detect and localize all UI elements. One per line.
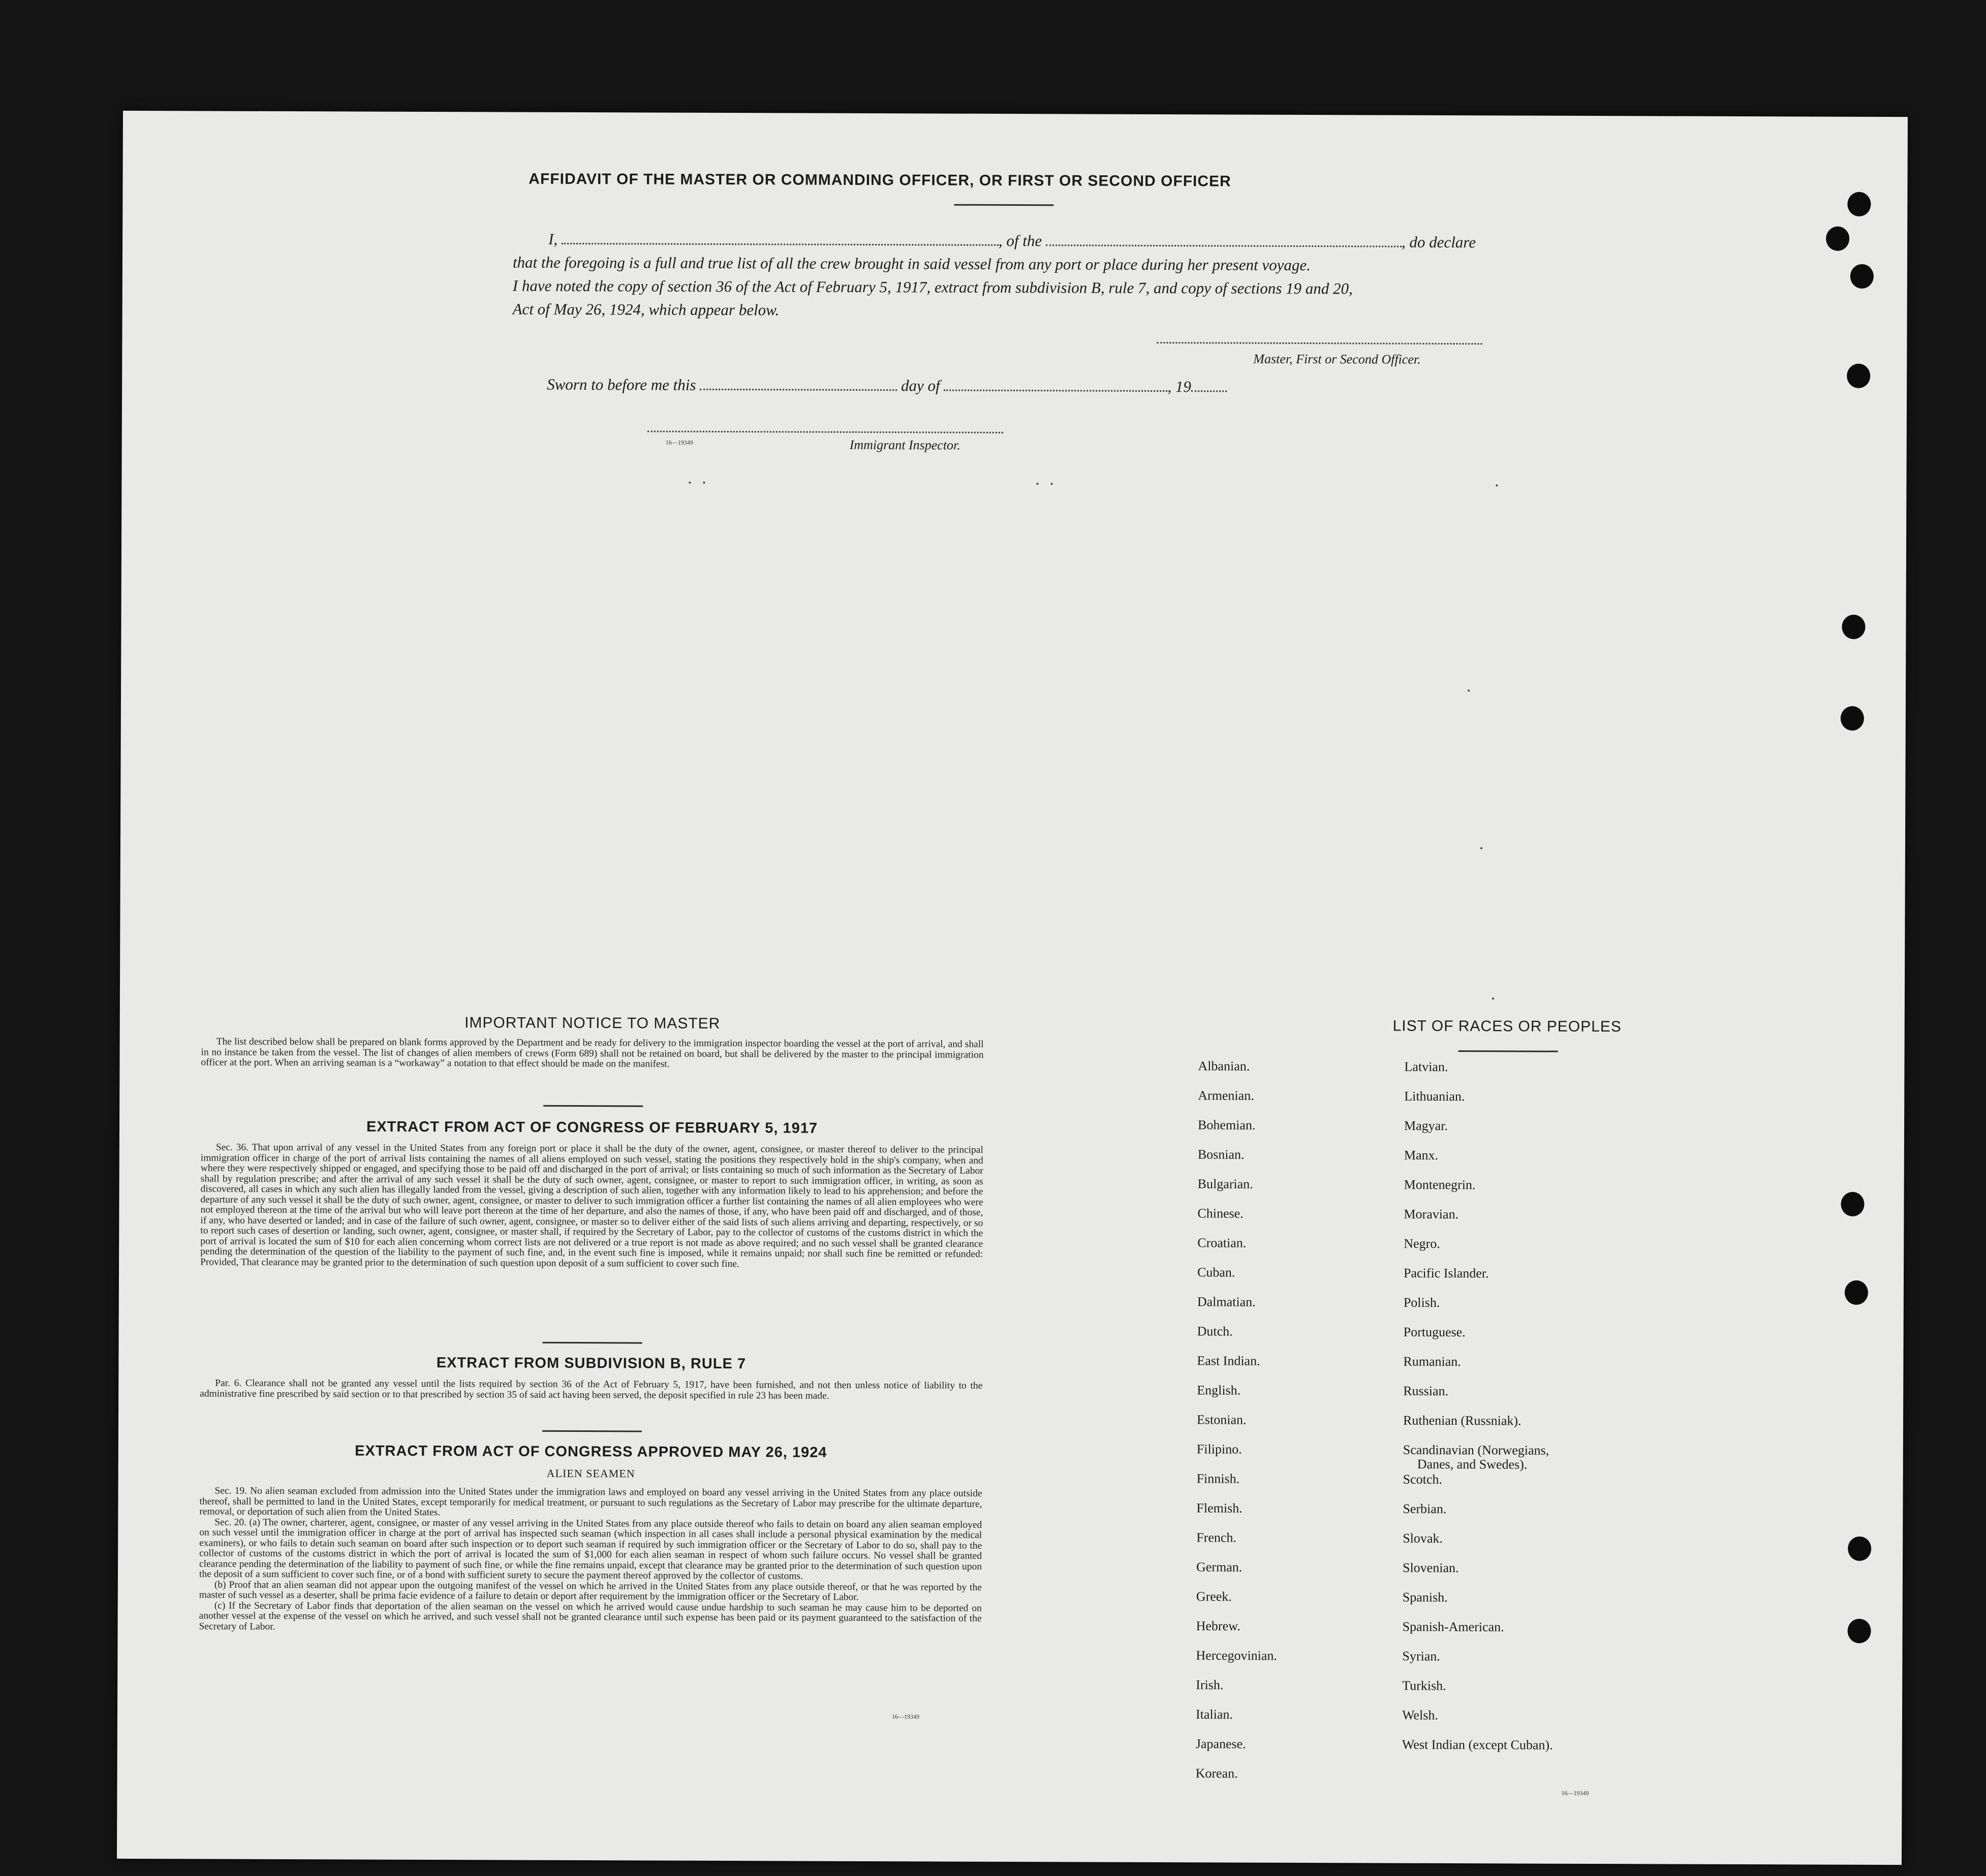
race-item: Bohemian.	[1198, 1117, 1256, 1133]
act-1924-text	[199, 1486, 982, 1634]
race-item: Scandinavian (Norwegians,	[1403, 1442, 1549, 1458]
race-item: Lithuanian.	[1404, 1088, 1465, 1104]
speck	[1050, 483, 1052, 485]
affidavit-line-3: I have noted the copy of section 36 of the Act of February 5, 1917, extract from subdivision B, rule 7, and copy of sections 19 and 20,	[512, 276, 1353, 298]
speck	[1468, 690, 1470, 692]
races-right-column	[123, 111, 1908, 117]
affidavit-line-1: I, , of the , do declare	[548, 230, 1476, 252]
race-item: Flemish.	[1196, 1500, 1243, 1516]
alien-seamen-subtitle: ALIEN SEAMEN	[546, 1466, 635, 1480]
race-item: Polish.	[1403, 1295, 1440, 1310]
race-item: Latvian.	[1404, 1059, 1448, 1074]
race-item: Ruthenian (Russniak).	[1403, 1413, 1522, 1428]
sworn-line: Sworn to before me this day of , 19	[547, 376, 1227, 396]
punch-hole	[1845, 1280, 1868, 1305]
punch-hole	[1847, 364, 1870, 388]
speck	[1492, 997, 1494, 999]
sec-20b-text: (b) Proof that an alien seaman did not appear upon the outgoing manifest of the vessel on which he arrived in the United States from any place outside thereof, or that he was reported by the master of such vessel as a deserter, shall be prima facie evidence of a failure to detain or deport after requirement by the immigration officer or the Secretary of Labor.	[199, 1579, 982, 1603]
race-item: English.	[1197, 1383, 1241, 1398]
race-item: Rumanian.	[1403, 1354, 1461, 1369]
speck	[1496, 484, 1498, 486]
race-item: Russian.	[1403, 1383, 1449, 1398]
race-item: Korean.	[1195, 1766, 1238, 1781]
act-1924-form-number: 16—19349	[891, 1713, 920, 1721]
punch-hole	[1826, 227, 1849, 251]
race-item: Spanish-American.	[1402, 1619, 1504, 1635]
race-item: French.	[1196, 1530, 1236, 1545]
race-item: Bulgarian.	[1197, 1176, 1253, 1192]
act-1917-text: Sec. 36. That upon arrival of any vessel in the United States from any foreign port or place it shall be the duty of the owner, agent, consignee, or master thereof to deliver to the principal immigration officer in charge of the port of arrival lists containing the names of all aliens employed on such vessel, stating the positions they respectively hold in the ship's company, when and where they were respectively shipped or engaged, and specifying those to be paid off and discharged in the port of arrival; or lists containing so much of such information as the Secretary of Labor shall by regulation prescribe; and after the arrival of any such vessel it shall be the duty of such owner, agent, consignee, or master to report to such immigration officer, in writing, as soon as discovered, all cases in which any such alien has illegally landed from the vessel, giving a description of such alien, together with any information likely to lead to his apprehension; and before the departure of any such vessel it shall be the duty of such owner, agent, consignee, or master to deliver to such immigration officer a further list containing the names of all alien employees who were not employed thereon at the time of the arrival but who will leave port thereon at the time of her departure, and also the names of those, if any, who have been paid off and discharged, and of those, if any, who have deserted or landed; and in case of the failure of such owner, agent, consignee, or master so to deliver either of the said lists of such aliens arriving and departing, respectively, or so to report such cases of desertion or landing, such owner, agent, consignee, or master shall, if required by the Secretary of Labor, pay to the collector of customs of the customs district in which the port of arrival is located the sum of $10 for each alien concerning whom correct lists are not delivered or a true report is not made as above required; and no such vessel shall be granted clearance pending the determination of the question of the liability to the payment of such fine, and, in the event such fine is imposed, while it remains unpaid; nor shall such fine be remitted or refunded: Provided, That clearance may be granted prior to the determination of such question upon deposit of a sum sufficient to cover such fine.	[200, 1142, 983, 1269]
rule7-title: EXTRACT FROM SUBDIVISION B, RULE 7	[436, 1355, 747, 1372]
race-item: Bosnian.	[1197, 1147, 1245, 1162]
speck	[689, 482, 691, 484]
race-item: Danes, and Swedes).	[1417, 1456, 1528, 1472]
race-item: Hebrew.	[1196, 1618, 1240, 1634]
race-item: German.	[1196, 1559, 1243, 1575]
race-item: Portuguese.	[1403, 1324, 1466, 1340]
race-item: Irish.	[1196, 1677, 1224, 1693]
affidavit-form-number: 16—19349	[665, 439, 693, 446]
speck	[703, 482, 705, 484]
vessel-blank	[1046, 232, 1402, 247]
race-item: Serbian.	[1403, 1501, 1447, 1516]
form-page	[117, 111, 1908, 1865]
races-form-number: 16—19349	[1561, 1789, 1589, 1797]
race-item: Manx.	[1404, 1147, 1439, 1163]
race-item: Cuban.	[1197, 1265, 1235, 1280]
punch-hole	[1841, 706, 1864, 731]
race-item: Turkish.	[1402, 1678, 1446, 1693]
sec-20a-text: Sec. 20. (a) The owner, charterer, agent, consignee, or master of any vessel arriving in the United States from any place outside thereof who fails to detain on board any alien seaman employed on such vessel until the immigration officer in charge at the port of arrival has inspected such seaman (which inspection in all cases shall include a personal physical examination by the medical examiners), or who fails to detain such seaman on board after such inspection or to deport such seaman if required by such immigration officer or the Secretary of Labor to do so, shall pay to the collector of customs of the customs district in which the port of arrival is located the sum of $1,000 for each alien seaman in respect of whom such failure occurs. No vessel shall be granted clearance pending the determination of the liability to payment of such fine, or while the fine remains unpaid, except that clearance may be granted prior to the determination of such question upon the deposit of a sum sufficient to cover such fine, or of a bond with sufficient surety to secure the payment thereof approved by the collector of customs.	[199, 1517, 982, 1582]
race-item: Chinese.	[1197, 1206, 1244, 1221]
race-item: Armenian.	[1198, 1088, 1254, 1103]
race-item: Finnish.	[1196, 1471, 1240, 1486]
race-item: Croatian.	[1197, 1235, 1247, 1250]
race-item: Albanian.	[1198, 1058, 1250, 1074]
act-1917-rule	[543, 1342, 642, 1344]
race-item: Italian.	[1195, 1707, 1233, 1722]
sec-20c-text: (c) If the Secretary of Labor finds that deportation of the alien seaman on the vessel on which he arrived would cause undue hardship to such seaman he may cause him to be deported on another vessel at the expense of the vessel on which he arrived, and such vessel shall not be granted clearance until such expense has been paid or its payment guaranteed to the satisfaction of the Secretary of Labor.	[199, 1600, 982, 1632]
race-item: Magyar.	[1404, 1118, 1448, 1133]
master-signature-line	[1157, 341, 1482, 345]
race-item: Hercegovinian.	[1196, 1648, 1278, 1663]
act-1917-title: EXTRACT FROM ACT OF CONGRESS OF FEBRUARY 5, 1917	[366, 1118, 818, 1137]
race-item: Scotch.	[1403, 1472, 1442, 1487]
race-item: West Indian (except Cuban).	[1402, 1737, 1553, 1753]
notice-rule	[543, 1105, 643, 1107]
punch-hole	[1841, 1192, 1864, 1216]
punch-hole	[1848, 1537, 1871, 1561]
sworn-month-blank	[944, 378, 1167, 392]
affidavit-title: AFFIDAVIT OF THE MASTER OR COMMANDING OFFICER, OR FIRST OR SECOND OFFICER	[529, 170, 1231, 190]
affidavit-title-rule	[954, 204, 1053, 206]
race-item: Filipino.	[1196, 1442, 1242, 1457]
affidavit-line-4: Act of May 26, 1924, which appear below.	[512, 300, 780, 319]
race-item: Dalmatian.	[1197, 1294, 1256, 1309]
inspector-label: Immigrant Inspector.	[849, 437, 960, 453]
race-item: Negro.	[1404, 1236, 1440, 1251]
race-item: Syrian.	[1402, 1648, 1440, 1664]
punch-hole	[1847, 192, 1871, 216]
rule7-text: Par. 6. Clearance shall not be granted any vessel until the lists required by section 36 of the Act of February 5, 1917, have been furnished, and not then unless notice of liability to the administrative fine prescribed by said section or to that prescribed by section 35 of said act having been served, the deposit specified in rule 23 has been made.	[200, 1378, 983, 1401]
sec-19-text: Sec. 19. No alien seaman excluded from admission into the United States under the immigration laws and employed on board any vessel arriving in the United States from any place outside thereof, shall be permitted to land in the United States, except temporarily for medical treatment, or pursuant to such regulations as the Secretary of Labor may prescribe for the ultimate departure, removal, or deportation of such alien from the United States.	[199, 1485, 982, 1518]
punch-hole	[1850, 264, 1874, 289]
punch-hole	[1842, 615, 1865, 639]
master-label: Master, First or Second Officer.	[1253, 351, 1421, 367]
race-item: Welsh.	[1402, 1707, 1438, 1723]
race-item: Montenegrin.	[1404, 1177, 1476, 1193]
inspector-signature-line	[647, 429, 1003, 433]
sworn-day-blank	[700, 377, 897, 391]
race-item: Spanish.	[1402, 1589, 1448, 1605]
affidavit-line-2: that the foregoing is a full and true list of all the crew brought in said vessel from any port or place during her present voyage.	[512, 253, 1311, 274]
name-blank	[562, 231, 999, 246]
sworn-year-blank	[1191, 378, 1227, 392]
speck	[1480, 847, 1482, 849]
act-1924-title: EXTRACT FROM ACT OF CONGRESS APPROVED MAY 26, 1924	[355, 1443, 827, 1461]
rule7-rule	[542, 1430, 642, 1432]
races-left-column	[123, 111, 1908, 117]
notice-text: The list described below shall be prepared on blank forms approved by the Department and be ready for delivery to the immigration inspector boarding the vessel at the port of arrival, and shall in no instance be taken from the vessel. The list of changes of alien members of crews (Form 689) shall not be retained on board, but shall be delivered by the master to the principal immigration officer at the port. When an arriving seaman is a “workaway” a notation to that effect should be made on the manifest.	[201, 1036, 984, 1070]
races-title: LIST OF RACES OR PEOPLES	[1392, 1017, 1622, 1036]
speck	[1036, 483, 1038, 485]
race-item: Slovak.	[1403, 1530, 1443, 1546]
race-item: East Indian.	[1197, 1353, 1260, 1368]
race-item: Moravian.	[1404, 1206, 1459, 1222]
race-item: Greek.	[1196, 1589, 1232, 1604]
race-item: Slovenian.	[1402, 1560, 1459, 1576]
race-item: Dutch.	[1197, 1324, 1233, 1339]
punch-hole	[1848, 1619, 1871, 1643]
race-item: Pacific Islander.	[1403, 1265, 1489, 1281]
race-item: Japanese.	[1195, 1736, 1246, 1752]
races-title-rule	[1459, 1050, 1558, 1052]
notice-title: IMPORTANT NOTICE TO MASTER	[464, 1014, 721, 1032]
race-item: Estonian.	[1196, 1412, 1247, 1427]
